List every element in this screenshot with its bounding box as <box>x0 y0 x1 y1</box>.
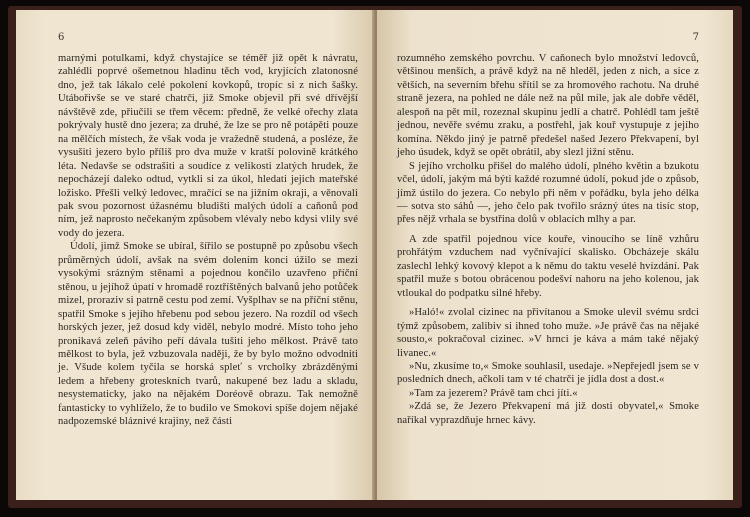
paragraph: »Zdá se, že Jezero Překvapení má již dosti obyvatel,« Smoke naříkal vyprazdňuje hrnec kávy. <box>397 401 699 426</box>
paragraph: »Tam za jezerem? Právě tam chci jíti.« <box>409 387 578 399</box>
page-number: 7 <box>692 32 699 43</box>
paragraph: »Haló!« zvolal cizinec na přivítanou a Smoke ulevil svému srdci týmž způsobem, zalibiv si ihned toho muže. »Je právě čas na nějaké sousto,« pokračoval cizinec. »V hrnci je káva a mám také nějaký livanec.« <box>397 307 699 359</box>
page-text <box>397 52 699 427</box>
paragraph: rozumného zemského povrchu. V caňonech bylo množství ledovců, většinou menších, a právě když na ně hleděl, jeden z nich, a sice z větších, na severním břehu sřítil se za hromového rachotu. Na druhé straně jezera, na pohled ne dále než na půl míle, jak ale dobře věděl, alespoň na pět mil, rozeznal skupinu jedlí a chatrč. Pohlédl tam ještě jednou, nevěře svému zraku, a postřehl, jak kouř vystupuje z jejího komína. Někdo jiný je patrně předešel našed Jezero Překvapení, byl jeho úsudek, když se opět obrátil, aby slezl jižní stěnu. <box>397 53 699 159</box>
page-text <box>58 52 358 429</box>
page-number: 6 <box>58 32 65 43</box>
right-page <box>377 10 733 500</box>
paragraph: S jejího vrcholku přišel do malého údolí, plného květin a bzukotu včel, údolí, jakým má býti každé rozumné údolí, pokud jde o způsob, jímž ústilo do jezera. Co nebylo při něm v pořádku, byla jeho délka — sotva sto sáhů —, jeho čelo pak tvořilo srázný útes na tisíc stop, přes nějž vrhala se bystřina dolů v oblacích mlhy a par. <box>397 160 699 226</box>
paragraph: marnými potulkami, když chystajíce se téměř již opět k návratu, zahlédli poprvé ošemetnou hladinu těch vod, kryjících zlatonosné dno, jež tak lákalo celé pokolení kovkopů, tropíc si z nich šašky. Utábořivše se ve staré chatrči, již Smoke objevil při své dřívější návštěvě zde, přiučili se třem věcem: předně, že velké ořechy zlata pokrývaly hustě dno jezera; za druhé, že lze se pro ně potápěti pouze na mělčích místech, že však voda je vražedně studená, a posléze, že vysušiti jezero bylo příliš pro dva muže v kratší polovině krátkého léta. Nedavše se odstrašiti a soudíce z velikosti zlatých hrudek, že nepocházejí daleko odtud, vytkli si za úkol, hledati jejich mateřské ložisko. Přešli velký ledovec, mračící se na jižním okraji, a věnovali pak svou pozornost úžasnému bludišti malých údolí a caňonů pod ním, jež naprosto nečekaným způsobem vlévaly nebo kdysi vlily své vody do jezera. <box>58 53 358 239</box>
paragraph: A zde spatřil pojednou více kouře, vinoucího se líně vzhůru prohřátým vzduchem nad vyčnívající skalisko. Obcházeje skálu zaslechl lehký kovový klepot a k němu do taktu veselé hvízdání. Pak spatřil muže s botou obrácenou podešví nahoru na jeho kolenou, jak vtloukal do podpatku silné hřeby. <box>397 233 699 299</box>
left-page <box>16 10 376 500</box>
paragraph: Údolí, jimž Smoke se ubíral, šířilo se postupně po způsobu všech průměrných údolí, avšak na svém dolením konci úžilo se mezi vysokými srázným stěnami a pojednou končilo uzavřeno příční stěnou, u jejíhož úpatí v hromadě roztříštěných balvanů jeho potůček mizel, proraziv si patrně cestu pod zemí. Vyšplhav se na příční stěnu, spatřil Smoke s jejího hřebenu pod sebou jezero. Na rozdíl od všech horských jezer, jež dosud kdy viděl, nebylo modré. Místo toho jeho pronikavá zeleň páviho peří dávala tušiti jeho mělkost. Právě tato mělkost to byla, jež vzbuzovala naději, že by bylo možno odvodniti je. Všude kolem tyčila se horská spleť s vrcholky zbrázděnými ledem a hřebeny groteskních tvarů, nakupené bez ladu a skladu, nesystematicky, jako na nějakém Doréově obrazu. Tak nemožně fantasticky to vyhlíželo, že to budilo ve Smokovi spíše dojem nějaké nadpozemské bláznivé krajiny, než části <box>58 241 358 428</box>
paragraph: »Nu, zkusíme to,« Smoke souhlasil, usedaje. »Nepřejedl jsem se v posledních dnech, ačkoli tam v té chatrči je jídla dost a dost.« <box>397 360 699 386</box>
open-book <box>8 6 742 508</box>
